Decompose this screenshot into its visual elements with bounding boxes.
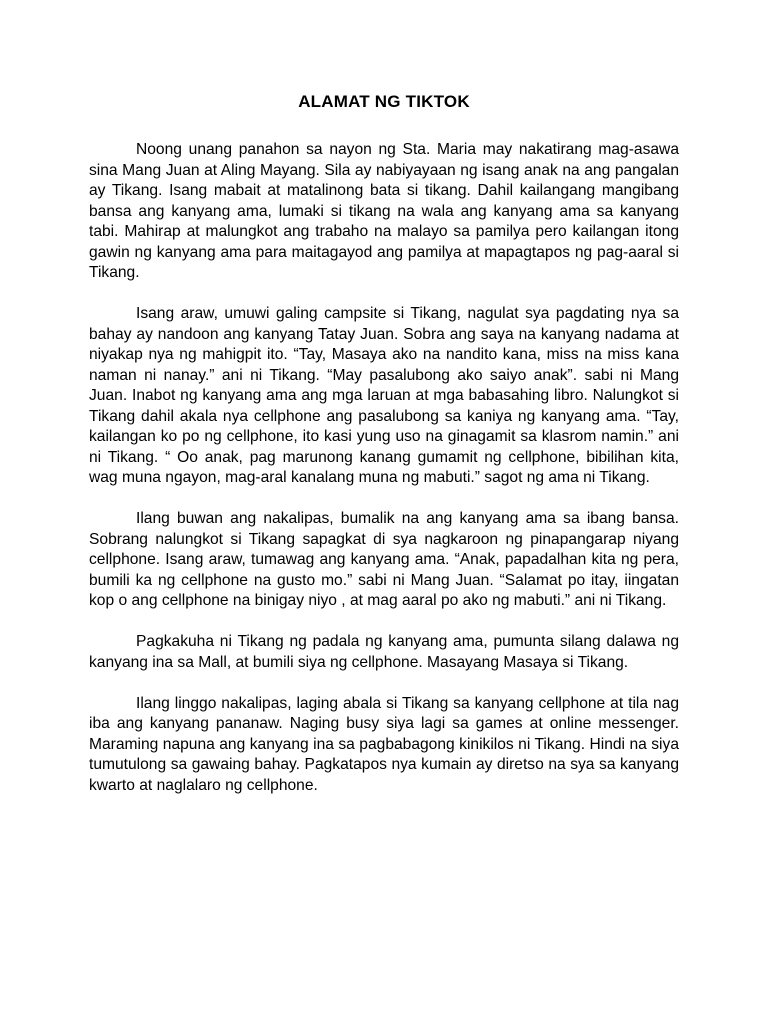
paragraph-3: Ilang buwan ang nakalipas, bumalik na ang kanyang ama sa ibang bansa. Sobrang nalungkot si Tikang sapagkat di sya nagkaroon ng pinapangarap niyang cellphone. Isang araw, tumawag ang kanyang ama. “Anak, papadalhan kita ng pera, bumili ka ng cellphone na gusto mo.” sabi ni Mang Juan. “Salamat po itay, iingatan kop o ang cellphone na binigay niyo , at mag aaral po ako ng mabuti.” ani ni Tikang. xyxy=(89,510,679,609)
paragraph-1: Noong unang panahon sa nayon ng Sta. Maria may nakatirang mag-asawa sina Mang Juan at Aling Mayang. Sila ay nabiyayaan ng isang anak na ang pangalan ay Tikang. Isang mabait at matalinong bata si tikang. Dahil kailangang mangibang bansa ang kanyang ama, lumaki si tikang na wala ang kanyang ama sa kanyang tabi. Mahirap at malungkot ang trabaho na malayo sa pamilya pero kailangan itong gawin ng kanyang ama para maitagayod ang pamilya at mapagtapos ng pag-aaral si Tikang. xyxy=(89,141,679,281)
document-body xyxy=(89,140,679,817)
paragraph-5: Ilang linggo nakalipas, laging abala si Tikang sa kanyang cellphone at tila nag iba ang kanyang pananaw. Naging busy siya lagi sa games at online messenger. Maraming napuna ang kanyang ina sa pagbabagong kinikilos ni Tikang. Hindi na siya tumutulong sa gawaing bahay. Pagkatapos nya kumain ay diretso na sya sa kanyang kwarto at naglalaro ng cellphone. xyxy=(89,694,679,794)
paragraph-4: Pagkakuha ni Tikang ng padala ng kanyang ama, pumunta silang dalawa ng kanyang ina sa Mall, at bumili siya ng cellphone. Masayang Masaya si Tikang. xyxy=(89,633,679,671)
paragraph-2: Isang araw, umuwi galing campsite si Tikang, nagulat sya pagdating nya sa bahay ay nandoon ang kanyang Tatay Juan. Sobra ang saya na kanyang nadama at niyakap nya ng mahigpit ito. “Tay, Masaya ako na nandito kana, miss na miss kana naman ni nanay.” ani ni Tikang. “May pasalubong ako saiyo anak”. sabi ni Mang Juan. Inabot ng kanyang ama ang mga laruan at mga babasahing libro. Nalungkot si Tikang dahil akala nya cellphone ang pasalubong sa kaniya ng kanyang ama. “Tay, kailangan ko po ng cellphone, ito kasi yung uso na ginagamit sa klasrom namin.” ani ni Tikang. “ Oo anak, pag marunong kanang gumamit ng cellphone, bibilihan kita, wag muna ngayon, mag-aral kanalang muna ng mabuti.” sagot ng ama ni Tikang. xyxy=(89,305,679,486)
document-title: ALAMAT NG TIKTOK xyxy=(298,92,470,111)
